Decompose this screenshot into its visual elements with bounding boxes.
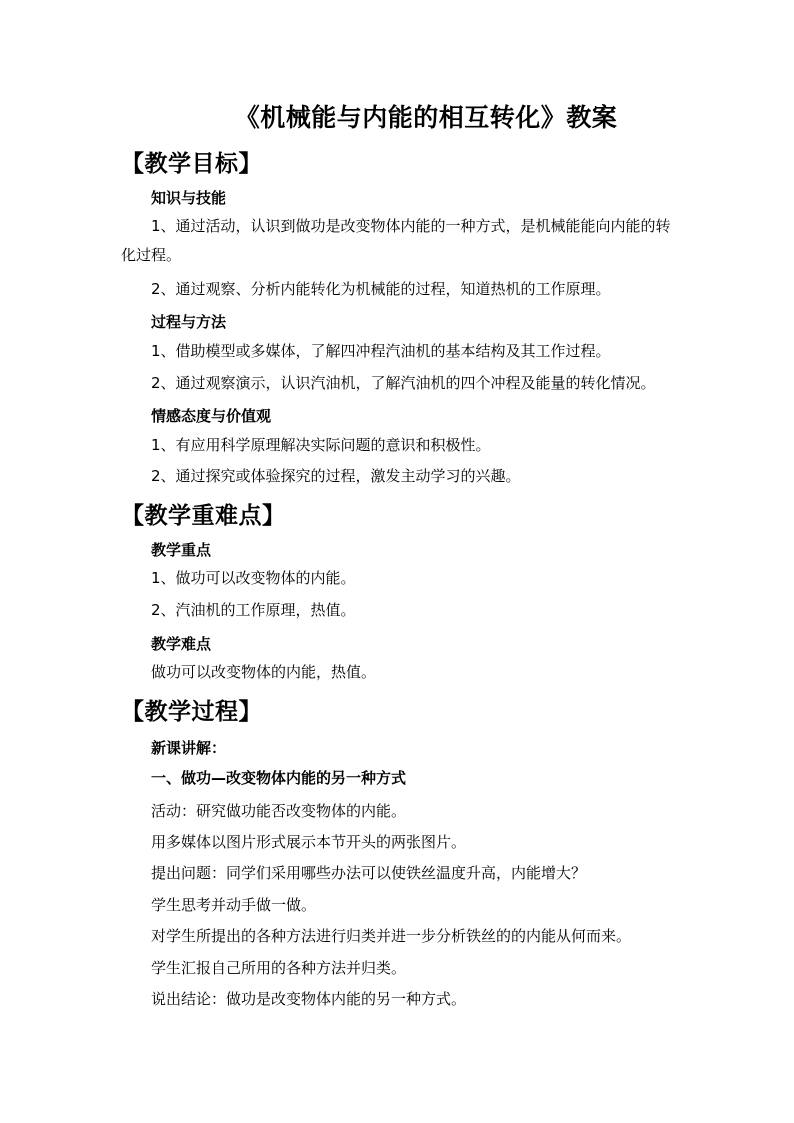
process-line-1: 活动：研究做功能否改变物体的内能。 <box>151 802 407 820</box>
section-heading-process: 【教学过程】 <box>121 698 262 725</box>
subheading-part1: 一、做功—改变物体内能的另一种方式 <box>151 769 407 787</box>
paragraph-focus-2: 2、汽油机的工作原理，热值。 <box>151 601 356 619</box>
paragraph-process-method-1: 1、借助模型或多媒体，了解四冲程汽油机的基本结构及其工作过程。 <box>151 342 611 360</box>
section-heading-keypoints: 【教学重难点】 <box>121 502 286 529</box>
subheading-new-lesson: 新课讲解： <box>151 739 227 757</box>
subheading-difficulty: 教学难点 <box>151 635 212 653</box>
paragraph-focus-1: 1、做功可以改变物体的内能。 <box>151 569 356 587</box>
paragraph-difficulty-1: 做功可以改变物体的内能，热值。 <box>151 663 377 681</box>
section-heading-objectives: 【教学目标】 <box>121 150 262 177</box>
subheading-focus: 教学重点 <box>151 541 212 559</box>
process-line-2: 用多媒体以图片形式展示本节开头的两张图片。 <box>151 833 467 851</box>
paragraph-knowledge-2: 2、通过观察、分析内能转化为机械能的过程，知道热机的工作原理。 <box>151 280 611 298</box>
process-line-7: 说出结论：做功是改变物体内能的另一种方式。 <box>151 990 467 1008</box>
process-line-3: 提出问题：同学们采用哪些办法可以使铁丝温度升高，内能增大？ <box>151 864 587 882</box>
process-line-6: 学生汇报自己所用的各种方法并归类。 <box>151 959 407 977</box>
subheading-knowledge: 知识与技能 <box>151 189 227 207</box>
document-title: 《机械能与内能的相互转化》教案 <box>234 103 618 132</box>
paragraph-knowledge-1: 1、通过活动，认识到做功是改变物体内能的一种方式，是机械能能向内能的转化过程。 <box>121 217 671 264</box>
paragraph-attitude-2: 2、通过探究或体验探究的过程，激发主动学习的兴趣。 <box>151 467 521 485</box>
process-line-5: 对学生所提出的各种方法进行归类并进一步分析铁丝的的内能从何而来。 <box>151 927 632 945</box>
paragraph-process-method-2: 2、通过观察演示，认识汽油机，了解汽油机的四个冲程及能量的转化情况。 <box>151 374 656 392</box>
subheading-process-method: 过程与方法 <box>151 313 227 331</box>
process-line-4: 学生思考并动手做一做。 <box>151 896 317 914</box>
subheading-attitude: 情感态度与价值观 <box>151 407 272 425</box>
paragraph-attitude-1: 1、有应用科学原理解决实际问题的意识和积极性。 <box>151 436 491 454</box>
